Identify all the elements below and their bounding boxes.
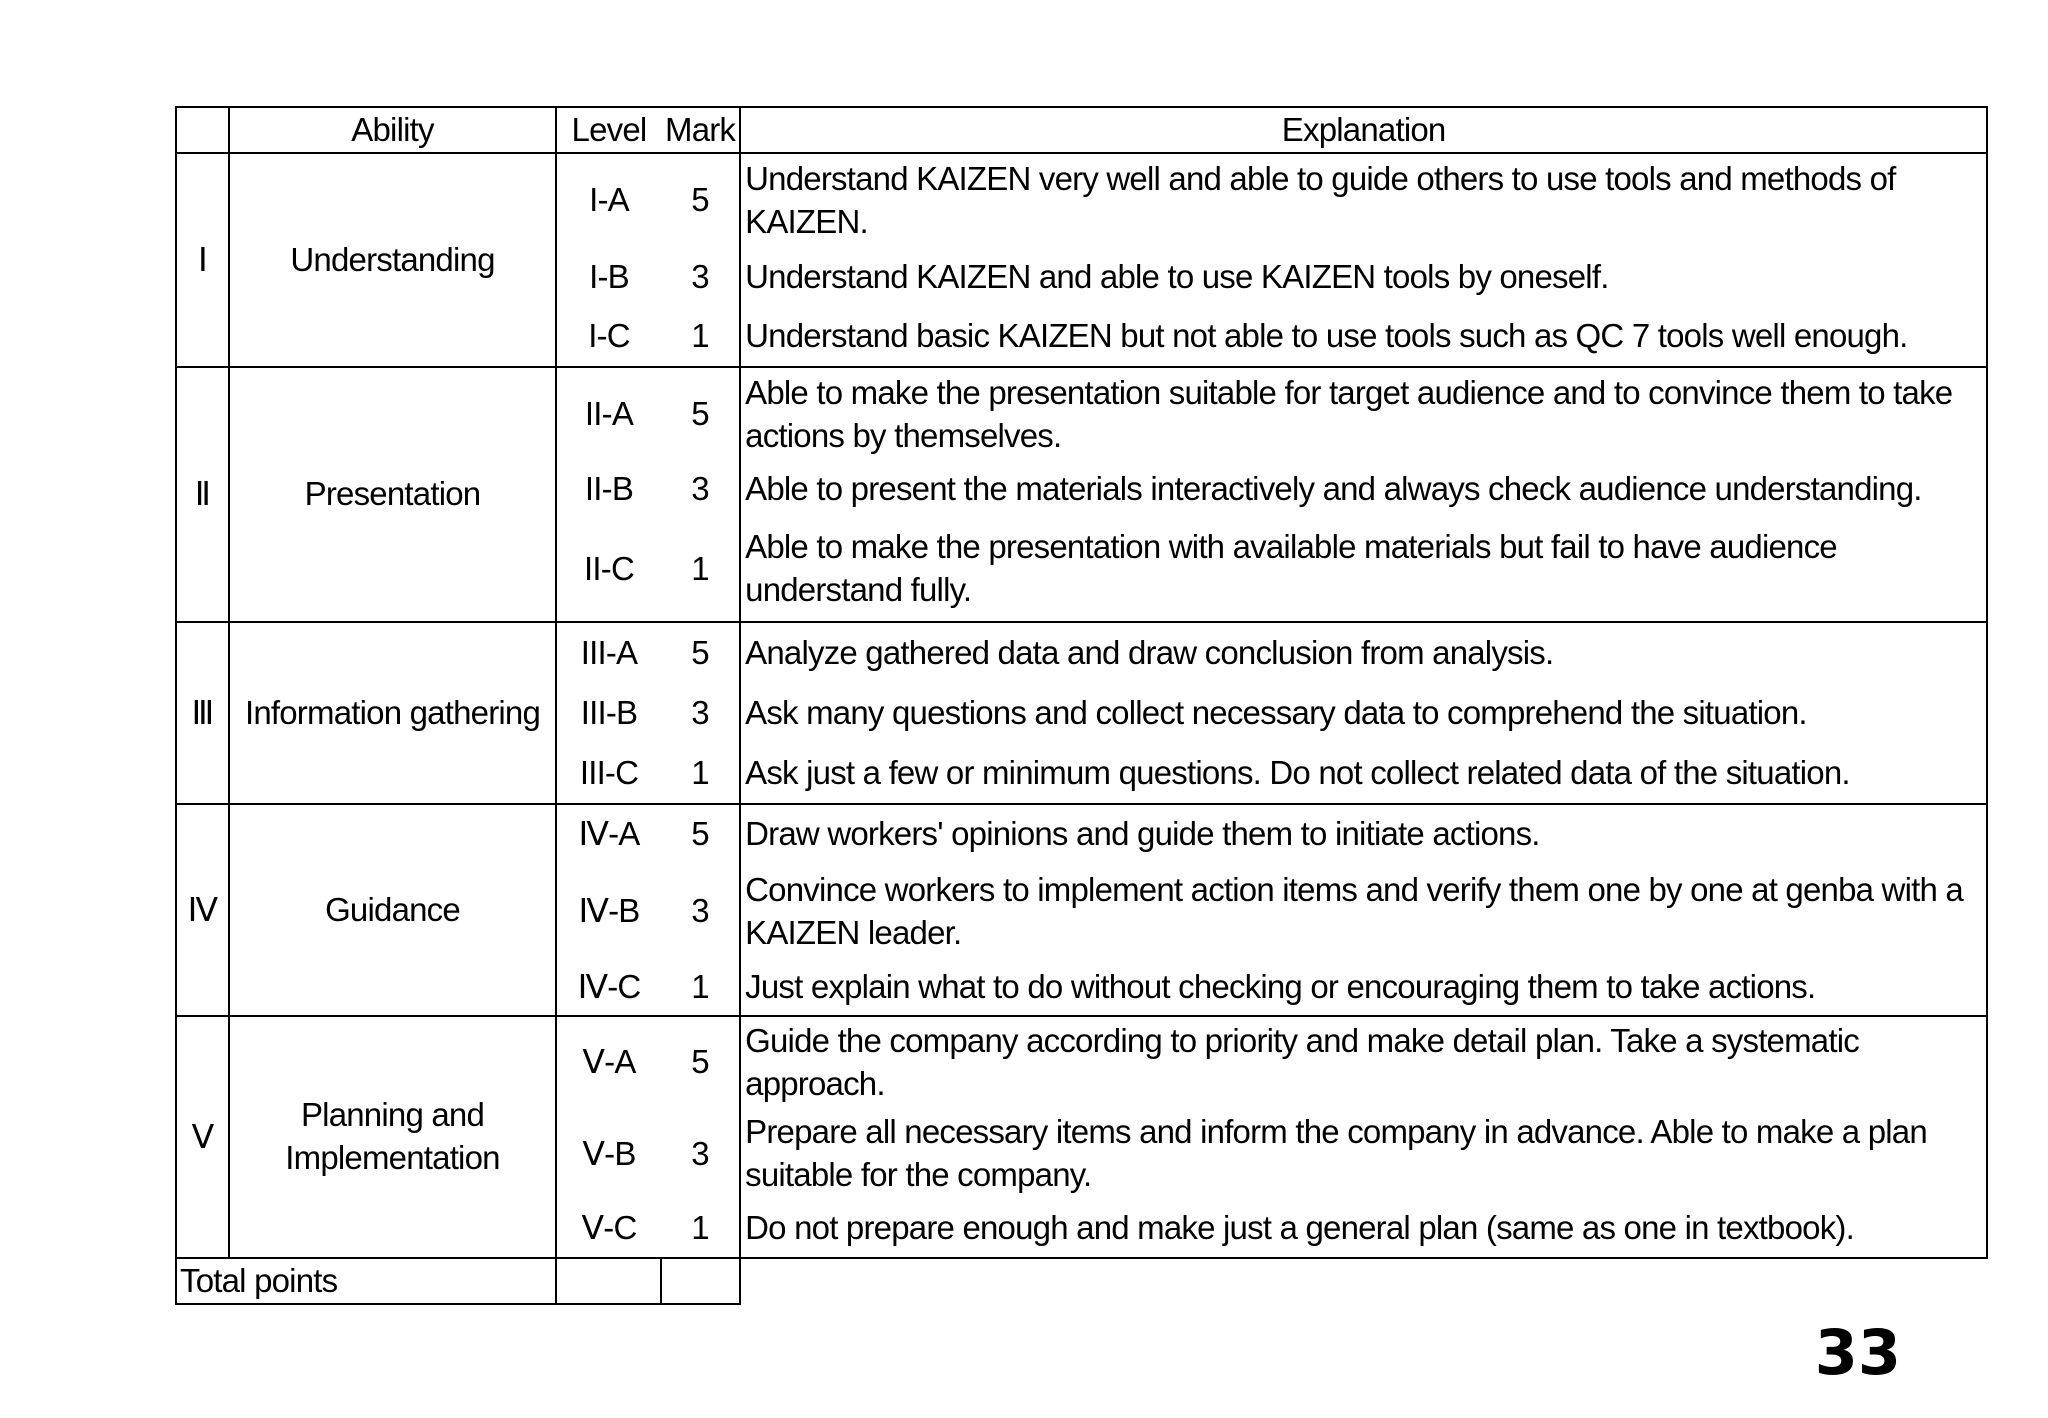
group-ability: Guidance	[229, 804, 556, 1016]
mark-cell: 3	[661, 247, 740, 307]
explanation-cell: Do not prepare enough and make just a general plan (same as one in textbook).	[740, 1200, 1987, 1258]
mark-cell: 1	[661, 959, 740, 1016]
explanation-cell: Understand basic KAIZEN but not able to use tools such as QC 7 tools well enough.	[740, 307, 1987, 367]
table-row	[176, 804, 1987, 864]
level-cell: I-B	[589, 257, 629, 295]
empty-cell	[740, 1258, 1987, 1304]
mark-cell: 5	[661, 1016, 740, 1108]
table-row	[176, 622, 1987, 683]
header-ability: Ability	[229, 107, 556, 153]
mark-cell: 1	[661, 307, 740, 367]
header-explanation: Explanation	[740, 107, 1987, 153]
explanation-cell: Ask just a few or minimum questions. Do not collect related data of the situation.	[740, 743, 1987, 804]
mark-cell: 5	[661, 804, 740, 864]
level-cell: III-A	[580, 633, 638, 671]
header-numeral-cell	[176, 107, 229, 153]
level-cell: Ⅴ-C	[556, 1200, 661, 1258]
explanation-cell: Guide the company according to priority and make detail plan. Take a systematic approach.	[740, 1016, 1987, 1108]
table-row	[176, 367, 1987, 461]
mark-cell: 3	[661, 1108, 740, 1200]
level-cell: Ⅴ-B	[582, 1134, 636, 1172]
explanation-cell: Just explain what to do without checking or encouraging them to take actions.	[740, 959, 1987, 1016]
header-level: Level	[556, 107, 661, 153]
table-row	[176, 1016, 1987, 1108]
explanation-cell: Analyze gathered data and draw conclusion from analysis.	[740, 622, 1987, 683]
mark-cell: 5	[661, 153, 740, 247]
group-numeral: Ⅱ	[176, 367, 229, 622]
level-cell: I-A	[589, 181, 629, 219]
level-cell: II-B	[584, 469, 634, 507]
level-cell: III-C	[556, 743, 661, 804]
level-cell: III-B	[580, 693, 638, 731]
level-cell: II-C	[556, 517, 661, 622]
evaluation-table	[175, 106, 1988, 1305]
total-mark-cell	[661, 1258, 740, 1304]
level-cell: Ⅳ-C	[556, 959, 661, 1016]
mark-cell: 5	[661, 367, 740, 461]
level-cell: Ⅴ-A	[582, 1043, 636, 1081]
mark-cell: 3	[661, 683, 740, 743]
mark-cell: 1	[661, 517, 740, 622]
mark-cell: 3	[661, 864, 740, 959]
explanation-cell: Convince workers to implement action items and verify them one by one at genba with a KAIZEN leader.	[740, 864, 1987, 959]
level-cell: Ⅳ-A	[578, 815, 640, 853]
explanation-cell: Ask many questions and collect necessary data to comprehend the situation.	[740, 683, 1987, 743]
explanation-cell: Draw workers' opinions and guide them to initiate actions.	[740, 804, 1987, 864]
mark-cell: 1	[661, 743, 740, 804]
explanation-cell: Able to present the materials interactively and always check audience understanding.	[740, 461, 1987, 517]
explanation-cell: Understand KAIZEN and able to use KAIZEN tools by oneself.	[740, 247, 1987, 307]
group-numeral: Ⅳ	[176, 804, 229, 1016]
explanation-cell: Understand KAIZEN very well and able to guide others to use tools and methods of KAIZEN.	[740, 153, 1987, 247]
level-cell: Ⅳ-B	[578, 892, 640, 930]
explanation-cell: Able to make the presentation with available materials but fail to have audience understand fully.	[740, 517, 1987, 622]
group-numeral: Ⅲ	[176, 622, 229, 804]
level-cell: I-C	[556, 307, 661, 367]
page-number: 33	[1814, 1316, 1901, 1389]
header-mark: Mark	[661, 107, 740, 153]
mark-cell: 5	[661, 622, 740, 683]
level-cell: II-A	[584, 395, 634, 433]
group-ability: Information gathering	[229, 622, 556, 804]
group-ability: Understanding	[229, 153, 556, 367]
total-label: Total points	[176, 1258, 556, 1304]
mark-cell: 1	[661, 1200, 740, 1258]
total-level-cell	[556, 1258, 661, 1304]
explanation-cell: Prepare all necessary items and inform the company in advance. Able to make a plan suitable for the company.	[740, 1108, 1987, 1200]
table-row	[176, 153, 1987, 247]
mark-cell: 3	[661, 461, 740, 517]
group-numeral: Ⅰ	[176, 153, 229, 367]
group-ability: Presentation	[229, 367, 556, 622]
total-row	[176, 1258, 1987, 1304]
group-ability: Planning and Implementation	[229, 1016, 556, 1258]
group-numeral: Ⅴ	[176, 1016, 229, 1258]
explanation-cell: Able to make the presentation suitable for target audience and to convince them to take actions by themselves.	[740, 367, 1987, 461]
header-row	[176, 107, 1987, 153]
